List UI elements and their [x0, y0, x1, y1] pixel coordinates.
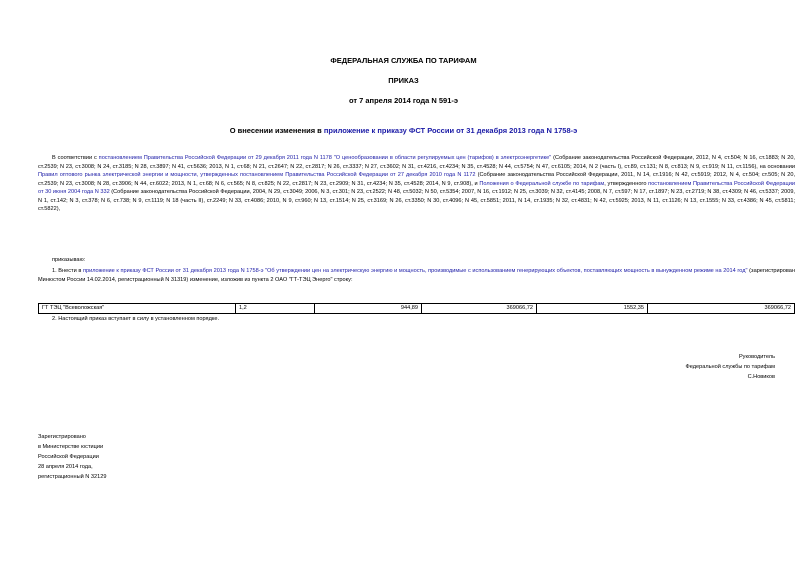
registration-line-3: Российской Федерации [38, 454, 99, 460]
agency-title: ФЕДЕРАЛЬНАЯ СЛУЖБА ПО ТАРИФАМ [330, 56, 477, 65]
table-cell-value-4: 1552,35 [537, 304, 648, 314]
registration-line-1: Зарегистрировано [38, 434, 86, 440]
document-date-number: от 7 апреля 2014 года N 591-э [348, 96, 459, 105]
item-1-text-2: (зарегистрирован Минюстом России 14.02.2014, регистрационный N 31319) изменение, изложив из пункта 2 ОАО "ГТ-ТЭЦ Энерго" строку: [38, 268, 796, 283]
title-link[interactable]: приложение к приказу ФСТ России от 31 декабря 2013 года N 1758-э [323, 126, 578, 135]
order-word: приказываю: [52, 257, 86, 263]
table-row [39, 304, 795, 314]
signature-block [686, 352, 776, 382]
table-cell-station: ГТ ТЭЦ "Всеволожская" [39, 304, 236, 314]
registration-line-5: регистрационный N 32129 [38, 474, 107, 480]
registration-block [38, 432, 106, 482]
signature-name: С.Новиков [747, 374, 775, 380]
table-cell-value-5: 369066,72 [648, 304, 795, 314]
document-title [0, 126, 807, 135]
item-2-paragraph: 2. Настоящий приказ вступает в силу в установленном порядке. [52, 316, 220, 322]
preamble-paragraph [38, 154, 795, 214]
registration-line-4: 28 апреля 2014 года, [38, 464, 93, 470]
document-type: ПРИКАЗ [388, 76, 419, 85]
preamble-link-fst-regulation[interactable]: Положения о Федеральной службе по тарифам [479, 180, 605, 187]
amendment-table [38, 303, 795, 314]
table-cell-value-2: 944,89 [315, 304, 422, 314]
registration-line-2: в Министерстве юстиции [38, 444, 104, 450]
table-cell-value-3: 369066,72 [422, 304, 537, 314]
preamble-text-3: (Собрание законодательства Российской Федерации, 2011, N 14, ст.1916; N 42, ст.5919; 2012, N 4, ст.504; ст.505; N 20, ст.2539; N 23, ст.3008; N 28, ст.3906; N 44, ст.6022; 2013, N 1, ст.68; N 6, ст.565; N 8, ст.825; N 22, ст.2817; N 23, ст.2909; N 31, ст.4234; N 35, ст.4528; 2014, N 9, ст.908), и [38, 172, 795, 187]
preamble-text-5: (Собрание законодательства Российской Федерации, 2004, N 29, ст.3049; 2006, N 3, ст.301; N 23, ст.2522; N 48, ст.5032; N 50, ст.5354; 2007, N 16, ст.1912; N 25, ст.3039; N 32, ст.4145; 2008, N 7, ст.597; N 17, ст.1897; N 23, ст.2719; N 38, ст.4309; N 46, ст.5337; 2009, N 1, ст.142; N 3, ст.378; N 6, ст.738; N 9, ст.1119; N 18 (часть II), ст.2249; N 33, ст.4086; 2010, N 9, ст.960; N 13, ст.1514; N 25, ст.3169; N 26, ст.3350; N 30, ст.4096; N 45, ст.5851; 2011, N 14, ст.1935; N 32, ст.4831; N 42, ст.5925; 2013, N 11, ст.1126; N 13, ст.1555; N 33, ст.4386; N 45, ст.5811; ст.5822), [38, 189, 795, 212]
preamble-link-decree-332[interactable]: постановлением Правительства Российской Федерации от 30 июня 2004 года N 332 [38, 180, 795, 195]
item-1-text-1: 1. Внести в [52, 268, 83, 274]
title-prefix: О внесении изменения в [229, 126, 324, 135]
signature-organization: Федеральной службы по тарифам [685, 364, 775, 370]
item-1-link-appendix[interactable]: приложение к приказу ФСТ России от 31 декабря 2013 года N 1758-э "Об утверждении цен на электрическую энергию и мощность, производимые с использованием генерирующих объектов, поставляющих мощность в вынужденном режиме на 2014 год" [82, 268, 748, 274]
item-1-paragraph [38, 267, 795, 284]
preamble-text-1: В соответствии с [52, 155, 99, 161]
preamble-text-2: (Собрание законодательства Российской Федерации, 2012, N 4, ст.504; N 16, ст.1883; N 20, ст.2539; N 23, ст.3008; N 24, ст.3185; N 28, ст.3897; N 41, ст.5636; 2013, N 1, ст.68; N 21, ст.2647; N 22, ст.2817; N 26, ст.3337; N 27, ст.3602; N 31, ст.4216, ст.4234; N 35, ст.4528; N 44, ст.5754; N 47, ст.6105; 2014, N 2 (часть I), ст.89, ст.131; N 8, ст.813; N 9, ст.919; N 11, ст.1156), на основании [38, 155, 795, 170]
preamble-link-decree-1178[interactable]: постановлением Правительства Российской Федерации от 29 декабря 2011 года N 1178 "О ценообразовании в области регулируемых цен (тарифов) в электроэнергетике" [98, 155, 552, 161]
preamble-link-market-rules[interactable]: Правил оптового рынка электрической энергии и мощности, утвержденных постановлением Правительства Российской Федерации от 27 декабря 2010 года N 1172 [38, 172, 476, 178]
table-cell-value-1: 1,2 [236, 304, 315, 314]
signature-position: Руководитель [738, 354, 775, 360]
preamble-text-4: , утвержденного [604, 180, 649, 187]
